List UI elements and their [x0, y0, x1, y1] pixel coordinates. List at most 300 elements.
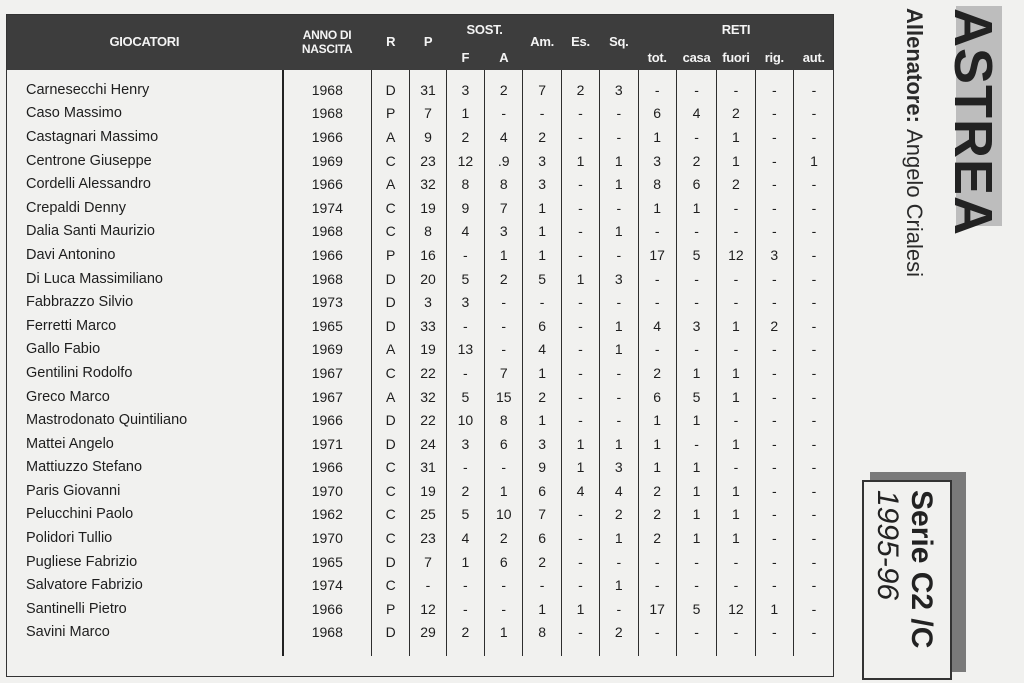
cell-player-name: Gallo Fabio	[26, 341, 101, 358]
cell-appearances: 31	[410, 456, 446, 480]
cell-goals-tot: 1	[638, 125, 676, 149]
cell-subs-f: -	[446, 597, 484, 621]
cell-appearances: 33	[410, 314, 446, 338]
cell-goals-tot: 4	[638, 314, 676, 338]
cell-birth-year: 1968	[283, 220, 372, 244]
cell-goals-away: 1	[717, 361, 755, 385]
cell-role: D	[371, 408, 409, 432]
header-sq: Sq.	[600, 14, 638, 70]
cell-goals-away: -	[717, 70, 755, 102]
cell-es: 4	[561, 479, 599, 503]
cell-appearances: 7	[410, 550, 446, 574]
cell-goals-away: 2	[717, 172, 755, 196]
cell-es: -	[561, 338, 599, 362]
table-row	[6, 432, 834, 456]
cell-birth-year: 1966	[283, 172, 372, 196]
cell-subs-f: 3	[446, 290, 484, 314]
cell-goals-pen: 1	[755, 597, 793, 621]
cell-subs-a: -	[485, 597, 523, 621]
cell-player-name: Pelucchini Paolo	[26, 506, 134, 523]
table-row	[6, 550, 834, 574]
cell-sq: 4	[600, 479, 638, 503]
table-row	[6, 479, 834, 503]
cell-subs-a: 6	[485, 432, 523, 456]
cell-am: 2	[523, 125, 561, 149]
cell-goals-pen: -	[755, 526, 793, 550]
cell-goals-pen: -	[755, 503, 793, 527]
table-row	[6, 456, 834, 480]
cell-subs-a: 6	[485, 550, 523, 574]
cell-appearances: 9	[410, 125, 446, 149]
cell-player-name: Savini Marco	[26, 624, 110, 641]
table-row	[6, 125, 834, 149]
cell-role: D	[371, 314, 409, 338]
cell-am: 6	[523, 314, 561, 338]
cell-appearances: 32	[410, 385, 446, 409]
cell-subs-f: 2	[446, 621, 484, 657]
cell-goals-home: 2	[676, 149, 716, 173]
cell-appearances: 16	[410, 243, 446, 267]
cell-goals-own: -	[793, 220, 834, 244]
cell-es: -	[561, 526, 599, 550]
cell-goals-own: -	[793, 196, 834, 220]
header-es: Es.	[561, 14, 599, 70]
header-am: Am.	[523, 14, 561, 70]
cell-goals-own: 1	[793, 149, 834, 173]
cell-appearances: 29	[410, 621, 446, 657]
cell-birth-year: 1966	[283, 597, 372, 621]
cell-goals-pen: -	[755, 479, 793, 503]
cell-birth-year: 1966	[283, 243, 372, 267]
cell-subs-a: 8	[485, 172, 523, 196]
cell-subs-a: 8	[485, 408, 523, 432]
table-header	[6, 14, 834, 70]
cell-sq: 1	[600, 314, 638, 338]
cell-role: D	[371, 621, 409, 657]
cell-es: -	[561, 621, 599, 657]
cell-role: C	[371, 503, 409, 527]
cell-birth-year: 1969	[283, 338, 372, 362]
cell-role: A	[371, 172, 409, 196]
cell-goals-pen: -	[755, 573, 793, 597]
cell-goals-home: -	[676, 573, 716, 597]
cell-goals-tot: 17	[638, 597, 676, 621]
cell-am: 1	[523, 243, 561, 267]
cell-subs-a: 1	[485, 243, 523, 267]
cell-sq: 1	[600, 220, 638, 244]
table-row	[6, 361, 834, 385]
cell-sq: -	[600, 361, 638, 385]
header-role: R	[371, 14, 409, 70]
cell-am: 1	[523, 597, 561, 621]
table-row	[6, 220, 834, 244]
cell-goals-pen: -	[755, 385, 793, 409]
cell-goals-pen: -	[755, 70, 793, 102]
cell-goals-home: -	[676, 621, 716, 657]
cell-am: 7	[523, 70, 561, 102]
cell-goals-home: 1	[676, 526, 716, 550]
cell-player-name: Castagnari Massimo	[26, 128, 159, 145]
cell-player-name: Pugliese Fabrizio	[26, 553, 138, 570]
cell-goals-away: 1	[717, 149, 755, 173]
cell-goals-tot: 2	[638, 503, 676, 527]
cell-goals-home: 1	[676, 456, 716, 480]
header-goals-home: casa	[676, 46, 716, 70]
cell-appearances: 19	[410, 479, 446, 503]
cell-role: D	[371, 550, 409, 574]
cell-goals-pen: -	[755, 220, 793, 244]
cell-goals-tot: -	[638, 267, 676, 291]
cell-goals-home: -	[676, 220, 716, 244]
cell-subs-a: -	[485, 314, 523, 338]
cell-goals-pen: -	[755, 196, 793, 220]
cell-birth-year: 1970	[283, 479, 372, 503]
header-goals-own: aut.	[793, 46, 834, 70]
cell-subs-a: 10	[485, 503, 523, 527]
cell-goals-pen: -	[755, 102, 793, 126]
cell-birth-year: 1962	[283, 503, 372, 527]
cell-am: 6	[523, 479, 561, 503]
cell-goals-home: 6	[676, 172, 716, 196]
cell-subs-f: 3	[446, 70, 484, 102]
cell-player-name: Crepaldi Denny	[26, 199, 126, 216]
cell-subs-f: -	[446, 243, 484, 267]
cell-role: D	[371, 267, 409, 291]
cell-am: 9	[523, 456, 561, 480]
cell-am: 1	[523, 408, 561, 432]
cell-goals-pen: 3	[755, 243, 793, 267]
cell-birth-year: 1974	[283, 196, 372, 220]
cell-goals-own: -	[793, 338, 834, 362]
cell-goals-pen: -	[755, 125, 793, 149]
cell-goals-tot: 2	[638, 479, 676, 503]
cell-goals-tot: 1	[638, 456, 676, 480]
cell-goals-home: 1	[676, 503, 716, 527]
cell-birth-year: 1966	[283, 125, 372, 149]
cell-player-name: Ferretti Marco	[26, 317, 117, 334]
cell-subs-a: 7	[485, 196, 523, 220]
cell-birth-year: 1968	[283, 621, 372, 657]
cell-goals-own: -	[793, 70, 834, 102]
table-row	[6, 196, 834, 220]
cell-es: -	[561, 290, 599, 314]
header-players: GIOCATORI	[6, 14, 283, 70]
cell-role: C	[371, 361, 409, 385]
cell-goals-own: -	[793, 125, 834, 149]
cell-goals-home: -	[676, 125, 716, 149]
table-row	[6, 597, 834, 621]
cell-role: C	[371, 220, 409, 244]
cell-goals-tot: 1	[638, 408, 676, 432]
cell-subs-a: -	[485, 456, 523, 480]
cell-goals-tot: -	[638, 290, 676, 314]
cell-goals-away: -	[717, 621, 755, 657]
cell-birth-year: 1971	[283, 432, 372, 456]
cell-role: D	[371, 432, 409, 456]
cell-sq: 2	[600, 621, 638, 657]
cell-am: 3	[523, 149, 561, 173]
header-birth-line2: NASCITA	[301, 42, 353, 56]
cell-goals-pen: -	[755, 290, 793, 314]
cell-goals-tot: 6	[638, 385, 676, 409]
cell-subs-f: -	[446, 456, 484, 480]
cell-am: 2	[523, 385, 561, 409]
cell-es: 2	[561, 70, 599, 102]
cell-player-name: Centrone Giuseppe	[26, 152, 152, 169]
cell-player-name: Paris Giovanni	[26, 482, 121, 499]
cell-sq: 3	[600, 267, 638, 291]
cell-subs-a: -	[485, 102, 523, 126]
cell-goals-away: -	[717, 550, 755, 574]
cell-goals-tot: -	[638, 220, 676, 244]
series-season: 1995-96	[871, 490, 904, 601]
cell-subs-a: -	[485, 573, 523, 597]
cell-am: -	[523, 573, 561, 597]
cell-goals-pen: -	[755, 432, 793, 456]
coach-line	[902, 8, 926, 277]
cell-es: -	[561, 172, 599, 196]
cell-role: C	[371, 526, 409, 550]
cell-appearances: 24	[410, 432, 446, 456]
cell-goals-home: -	[676, 550, 716, 574]
cell-am: 3	[523, 432, 561, 456]
cell-subs-a: 1	[485, 479, 523, 503]
cell-goals-away: 1	[717, 125, 755, 149]
cell-sq: 1	[600, 338, 638, 362]
cell-goals-home: 1	[676, 361, 716, 385]
table-row	[6, 338, 834, 362]
cell-subs-f: 8	[446, 172, 484, 196]
cell-goals-pen: -	[755, 456, 793, 480]
cell-goals-home: 5	[676, 385, 716, 409]
table-row	[6, 573, 834, 597]
cell-appearances: 31	[410, 70, 446, 102]
cell-subs-f: 5	[446, 503, 484, 527]
cell-goals-tot: -	[638, 338, 676, 362]
team-name: ASTREA	[943, 8, 1003, 237]
cell-appearances: 20	[410, 267, 446, 291]
cell-goals-pen: -	[755, 408, 793, 432]
cell-es: 1	[561, 597, 599, 621]
cell-goals-pen: -	[755, 550, 793, 574]
cell-appearances: 22	[410, 361, 446, 385]
cell-goals-own: -	[793, 172, 834, 196]
cell-goals-tot: 1	[638, 196, 676, 220]
cell-player-name: Di Luca Massimiliano	[26, 270, 163, 287]
cell-am: -	[523, 290, 561, 314]
cell-player-name: Carnesecchi Henry	[26, 81, 150, 98]
cell-sq: -	[600, 125, 638, 149]
cell-role: P	[371, 243, 409, 267]
cell-subs-f: 3	[446, 432, 484, 456]
table-row	[6, 408, 834, 432]
cell-appearances: 23	[410, 149, 446, 173]
cell-am: 6	[523, 526, 561, 550]
cell-goals-home: 1	[676, 408, 716, 432]
cell-player-name: Davi Antonino	[26, 246, 116, 263]
cell-goals-away: -	[717, 456, 755, 480]
cell-goals-home: 1	[676, 479, 716, 503]
cell-am: 2	[523, 550, 561, 574]
cell-subs-f: -	[446, 573, 484, 597]
cell-birth-year: 1968	[283, 267, 372, 291]
cell-subs-f: -	[446, 314, 484, 338]
cell-subs-a: -	[485, 290, 523, 314]
cell-subs-f: 9	[446, 196, 484, 220]
cell-goals-tot: 6	[638, 102, 676, 126]
cell-goals-away: -	[717, 196, 755, 220]
cell-role: C	[371, 573, 409, 597]
cell-am: 7	[523, 503, 561, 527]
cell-am: 3	[523, 172, 561, 196]
table-row	[6, 243, 834, 267]
header-goals-pen: rig.	[755, 46, 793, 70]
cell-subs-f: 4	[446, 220, 484, 244]
header-goals-away: fuori	[717, 46, 755, 70]
cell-goals-away: -	[717, 338, 755, 362]
cell-role: P	[371, 102, 409, 126]
table-row	[6, 503, 834, 527]
cell-goals-own: -	[793, 573, 834, 597]
cell-player-name: Cordelli Alessandro	[26, 176, 151, 193]
cell-subs-f: 5	[446, 385, 484, 409]
cell-es: -	[561, 196, 599, 220]
cell-es: -	[561, 408, 599, 432]
cell-subs-f: 4	[446, 526, 484, 550]
table-row	[6, 314, 834, 338]
cell-subs-f: 12	[446, 149, 484, 173]
cell-es: -	[561, 550, 599, 574]
table-row	[6, 290, 834, 314]
cell-appearances: 32	[410, 172, 446, 196]
cell-goals-pen: -	[755, 338, 793, 362]
cell-goals-tot: 2	[638, 361, 676, 385]
cell-goals-away: 1	[717, 503, 755, 527]
cell-goals-away: 2	[717, 102, 755, 126]
cell-am: -	[523, 102, 561, 126]
cell-am: 1	[523, 361, 561, 385]
cell-goals-own: -	[793, 102, 834, 126]
cell-subs-a: -	[485, 338, 523, 362]
table-row	[6, 526, 834, 550]
cell-player-name: Dalia Santi Maurizio	[26, 223, 155, 240]
cell-goals-home: 3	[676, 314, 716, 338]
cell-appearances: 19	[410, 338, 446, 362]
cell-goals-away: 1	[717, 526, 755, 550]
cell-subs-f: 1	[446, 550, 484, 574]
cell-goals-pen: -	[755, 621, 793, 657]
cell-appearances: 3	[410, 290, 446, 314]
cell-role: C	[371, 479, 409, 503]
cell-appearances: 19	[410, 196, 446, 220]
cell-es: -	[561, 243, 599, 267]
cell-birth-year: 1965	[283, 314, 372, 338]
cell-player-name: Greco Marco	[26, 388, 110, 405]
cell-goals-own: -	[793, 479, 834, 503]
cell-player-name: Caso Massimo	[26, 105, 122, 122]
cell-es: -	[561, 385, 599, 409]
cell-goals-own: -	[793, 243, 834, 267]
header-appearances: P	[410, 14, 446, 70]
cell-sq: 1	[600, 172, 638, 196]
cell-sq: -	[600, 597, 638, 621]
cell-es: -	[561, 573, 599, 597]
cell-goals-pen: -	[755, 172, 793, 196]
cell-birth-year: 1965	[283, 550, 372, 574]
cell-goals-tot: 17	[638, 243, 676, 267]
cell-goals-tot: -	[638, 621, 676, 657]
cell-goals-tot: -	[638, 573, 676, 597]
cell-am: 1	[523, 220, 561, 244]
cell-subs-f: 2	[446, 125, 484, 149]
cell-subs-f: 13	[446, 338, 484, 362]
cell-goals-tot: 8	[638, 172, 676, 196]
cell-birth-year: 1968	[283, 70, 372, 102]
cell-goals-home: 1	[676, 196, 716, 220]
cell-role: C	[371, 196, 409, 220]
cell-player-name: Gentilini Rodolfo	[26, 364, 133, 381]
cell-goals-away: 1	[717, 479, 755, 503]
cell-goals-pen: -	[755, 267, 793, 291]
cell-es: 1	[561, 432, 599, 456]
cell-subs-a: 2	[485, 70, 523, 102]
cell-goals-away: -	[717, 573, 755, 597]
cell-sq: -	[600, 385, 638, 409]
cell-subs-a: 4	[485, 125, 523, 149]
cell-sq: 3	[600, 70, 638, 102]
cell-goals-home: -	[676, 432, 716, 456]
cell-es: -	[561, 220, 599, 244]
table-row	[6, 621, 834, 657]
header-birth-year	[283, 14, 372, 70]
header-goals: RETI	[638, 14, 834, 46]
cell-sq: 1	[600, 526, 638, 550]
cell-goals-pen: -	[755, 361, 793, 385]
cell-birth-year: 1973	[283, 290, 372, 314]
coach-name: Angelo Crialesi	[902, 129, 927, 278]
cell-am: 5	[523, 267, 561, 291]
cell-player-name: Polidori Tullio	[26, 530, 113, 547]
cell-goals-home: -	[676, 338, 716, 362]
cell-goals-tot: -	[638, 70, 676, 102]
cell-goals-own: -	[793, 503, 834, 527]
cell-es: 1	[561, 267, 599, 291]
header-birth-line1: ANNO DI	[302, 28, 352, 42]
cell-player-name: Mastrodonato Quintiliano	[26, 412, 188, 429]
cell-am: 8	[523, 621, 561, 657]
cell-role: C	[371, 149, 409, 173]
cell-goals-own: -	[793, 456, 834, 480]
cell-appearances: 8	[410, 220, 446, 244]
cell-player-name: Mattei Angelo	[26, 435, 114, 452]
cell-subs-a: 15	[485, 385, 523, 409]
cell-es: 1	[561, 456, 599, 480]
cell-goals-home: 5	[676, 597, 716, 621]
cell-goals-away: -	[717, 267, 755, 291]
table-row	[6, 149, 834, 173]
table-row	[6, 385, 834, 409]
cell-birth-year: 1967	[283, 385, 372, 409]
cell-goals-away: -	[717, 408, 755, 432]
cell-sq: 1	[600, 432, 638, 456]
cell-sq: -	[600, 408, 638, 432]
cell-birth-year: 1966	[283, 408, 372, 432]
coach-label: Allenatore:	[902, 8, 927, 123]
cell-goals-away: 1	[717, 432, 755, 456]
series-label	[870, 490, 938, 648]
cell-goals-tot: 3	[638, 149, 676, 173]
cell-goals-own: -	[793, 314, 834, 338]
